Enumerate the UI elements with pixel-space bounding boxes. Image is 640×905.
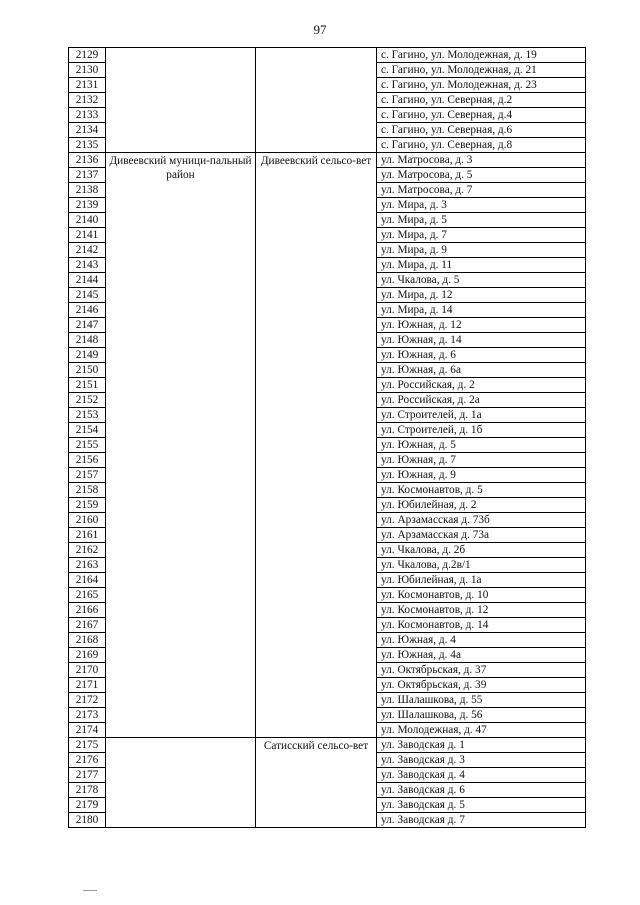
address-cell: ул. Заводская д. 1 xyxy=(377,738,586,753)
address-cell: ул. Чкалова, д. 5 xyxy=(377,273,586,288)
row-number: 2137 xyxy=(69,168,106,183)
address-cell: ул. Мира, д. 11 xyxy=(377,258,586,273)
row-number: 2161 xyxy=(69,528,106,543)
table-body xyxy=(69,48,586,828)
address-cell: ул. Чкалова, д.2в/1 xyxy=(377,558,586,573)
district-cell xyxy=(106,738,256,828)
council-cell xyxy=(256,48,377,153)
address-cell: ул. Октябрьская, д. 37 xyxy=(377,663,586,678)
row-number: 2138 xyxy=(69,183,106,198)
row-number: 2146 xyxy=(69,303,106,318)
row-number: 2177 xyxy=(69,768,106,783)
address-cell: ул. Космонавтов, д. 12 xyxy=(377,603,586,618)
row-number: 2135 xyxy=(69,138,106,153)
row-number: 2157 xyxy=(69,468,106,483)
address-cell: ул. Южная, д. 6 xyxy=(377,348,586,363)
row-number: 2151 xyxy=(69,378,106,393)
address-cell: ул. Южная, д. 9 xyxy=(377,468,586,483)
table-row xyxy=(69,48,586,63)
row-number: 2179 xyxy=(69,798,106,813)
address-cell: ул. Заводская д. 4 xyxy=(377,768,586,783)
address-cell: ул. Российская, д. 2 xyxy=(377,378,586,393)
row-number: 2149 xyxy=(69,348,106,363)
address-cell: ул. Южная, д. 7 xyxy=(377,453,586,468)
row-number: 2145 xyxy=(69,288,106,303)
row-number: 2134 xyxy=(69,123,106,138)
row-number: 2168 xyxy=(69,633,106,648)
address-cell: ул. Мира, д. 3 xyxy=(377,198,586,213)
address-cell: ул. Мира, д. 7 xyxy=(377,228,586,243)
address-cell: ул. Юбилейная, д. 1а xyxy=(377,573,586,588)
row-number: 2130 xyxy=(69,63,106,78)
address-cell: ул. Чкалова, д. 2б xyxy=(377,543,586,558)
address-cell: ул. Арзамасская д. 73а xyxy=(377,528,586,543)
district-cell xyxy=(106,48,256,153)
row-number: 2158 xyxy=(69,483,106,498)
row-number: 2133 xyxy=(69,108,106,123)
row-number: 2155 xyxy=(69,438,106,453)
row-number: 2163 xyxy=(69,558,106,573)
address-cell: ул. Южная, д. 4а xyxy=(377,648,586,663)
address-cell: ул. Строителей, д. 1б xyxy=(377,423,586,438)
row-number: 2140 xyxy=(69,213,106,228)
row-number: 2143 xyxy=(69,258,106,273)
row-number: 2174 xyxy=(69,723,106,738)
address-cell: с. Гагино, ул. Молодежная, д. 19 xyxy=(377,48,586,63)
address-cell: с. Гагино, ул. Северная, д.4 xyxy=(377,108,586,123)
row-number: 2148 xyxy=(69,333,106,348)
address-cell: ул. Заводская д. 6 xyxy=(377,783,586,798)
address-cell: ул. Мира, д. 14 xyxy=(377,303,586,318)
address-cell: ул. Космонавтов, д. 14 xyxy=(377,618,586,633)
row-number: 2159 xyxy=(69,498,106,513)
row-number: 2169 xyxy=(69,648,106,663)
table-row xyxy=(69,738,586,753)
address-cell: ул. Матросова, д. 3 xyxy=(377,153,586,168)
scan-artifact xyxy=(83,890,97,891)
row-number: 2180 xyxy=(69,813,106,828)
address-cell: ул. Юбилейная, д. 2 xyxy=(377,498,586,513)
address-cell: с. Гагино, ул. Молодежная, д. 21 xyxy=(377,63,586,78)
address-cell: ул. Южная, д. 6а xyxy=(377,363,586,378)
row-number: 2175 xyxy=(69,738,106,753)
address-cell: ул. Матросова, д. 5 xyxy=(377,168,586,183)
row-number: 2176 xyxy=(69,753,106,768)
address-cell: ул. Космонавтов, д. 10 xyxy=(377,588,586,603)
address-cell: ул. Шалашкова, д. 56 xyxy=(377,708,586,723)
row-number: 2172 xyxy=(69,693,106,708)
row-number: 2173 xyxy=(69,708,106,723)
row-number: 2141 xyxy=(69,228,106,243)
row-number: 2153 xyxy=(69,408,106,423)
address-cell: ул. Южная, д. 5 xyxy=(377,438,586,453)
row-number: 2165 xyxy=(69,588,106,603)
address-cell: ул. Арзамасская д. 73б xyxy=(377,513,586,528)
page-number: 97 xyxy=(313,22,327,37)
address-cell: ул. Южная, д. 14 xyxy=(377,333,586,348)
row-number: 2132 xyxy=(69,93,106,108)
row-number: 2154 xyxy=(69,423,106,438)
table-row xyxy=(69,153,586,168)
address-cell: ул. Октябрьская, д. 39 xyxy=(377,678,586,693)
row-number: 2136 xyxy=(69,153,106,168)
address-cell: ул. Заводская д. 5 xyxy=(377,798,586,813)
row-number: 2164 xyxy=(69,573,106,588)
row-number: 2167 xyxy=(69,618,106,633)
address-cell: ул. Российская, д. 2а xyxy=(377,393,586,408)
row-number: 2166 xyxy=(69,603,106,618)
address-registry-table xyxy=(68,47,586,828)
row-number: 2178 xyxy=(69,783,106,798)
address-cell: ул. Молодежная, д. 47 xyxy=(377,723,586,738)
address-cell: ул. Заводская д. 3 xyxy=(377,753,586,768)
address-cell: ул. Мира, д. 9 xyxy=(377,243,586,258)
council-cell: Дивеевский сельсо-вет xyxy=(256,153,377,738)
row-number: 2150 xyxy=(69,363,106,378)
address-cell: ул. Строителей, д. 1а xyxy=(377,408,586,423)
row-number: 2162 xyxy=(69,543,106,558)
address-cell: ул. Заводская д. 7 xyxy=(377,813,586,828)
row-number: 2171 xyxy=(69,678,106,693)
address-cell: ул. Матросова, д. 7 xyxy=(377,183,586,198)
address-cell: ул. Космонавтов, д. 5 xyxy=(377,483,586,498)
address-cell: ул. Южная, д. 12 xyxy=(377,318,586,333)
row-number: 2142 xyxy=(69,243,106,258)
address-cell: ул. Шалашкова, д. 55 xyxy=(377,693,586,708)
address-cell: с. Гагино, ул. Молодежная, д. 23 xyxy=(377,78,586,93)
row-number: 2131 xyxy=(69,78,106,93)
row-number: 2129 xyxy=(69,48,106,63)
row-number: 2160 xyxy=(69,513,106,528)
address-cell: с. Гагино, ул. Северная, д.6 xyxy=(377,123,586,138)
address-cell: ул. Южная, д. 4 xyxy=(377,633,586,648)
address-cell: с. Гагино, ул. Северная, д.8 xyxy=(377,138,586,153)
row-number: 2144 xyxy=(69,273,106,288)
address-cell: ул. Мира, д. 12 xyxy=(377,288,586,303)
row-number: 2170 xyxy=(69,663,106,678)
address-cell: с. Гагино, ул. Северная, д.2 xyxy=(377,93,586,108)
row-number: 2147 xyxy=(69,318,106,333)
row-number: 2156 xyxy=(69,453,106,468)
council-cell: Сатисский сельсо-вет xyxy=(256,738,377,828)
address-cell: ул. Мира, д. 5 xyxy=(377,213,586,228)
row-number: 2152 xyxy=(69,393,106,408)
district-cell: Дивеевский муници-пальный район xyxy=(106,153,256,738)
row-number: 2139 xyxy=(69,198,106,213)
